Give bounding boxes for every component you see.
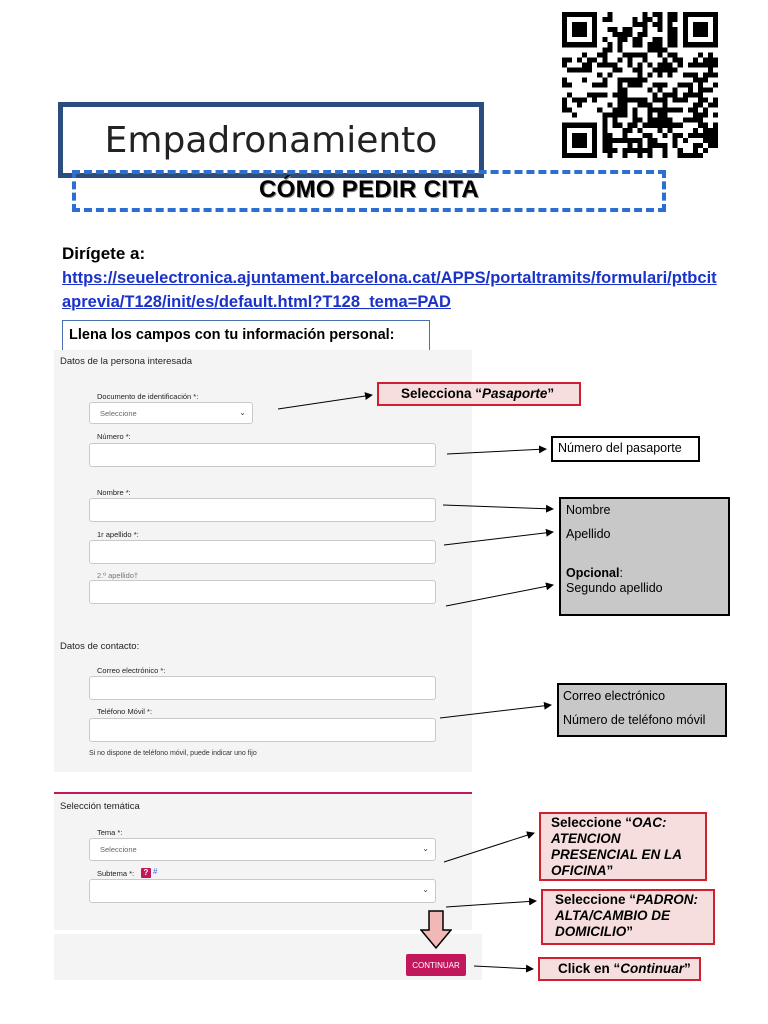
numero-label: Número *: xyxy=(97,432,131,441)
callout-numero-text: Número del pasaporte xyxy=(558,441,682,455)
chevron-down-icon: ⌄ xyxy=(422,885,429,894)
dirigete-label: Dirígete a: xyxy=(62,244,146,263)
tema-label: Tema *: xyxy=(97,828,123,837)
callout-oac-post: ” xyxy=(606,863,614,878)
section-topic-title: Selección temática xyxy=(60,801,140,812)
tema-select-value: Seleccione xyxy=(100,845,137,854)
section-personal-title: Datos de la persona interesada xyxy=(60,356,193,367)
section-contact-title: Datos de contacto: xyxy=(60,641,140,652)
arrow-pasaporte xyxy=(278,395,372,409)
page-title: Empadronamiento xyxy=(104,119,438,161)
callout-padron-em: PADRON: ALTA/CAMBIO DE DOMICILIO xyxy=(555,892,699,939)
apellido2-label: 2.º apellido† xyxy=(97,571,139,580)
arrow-padron xyxy=(446,901,536,907)
callout-click-pre: Click en “ xyxy=(558,961,621,976)
chevron-down-icon: ⌄ xyxy=(422,844,429,853)
arrow-nombre xyxy=(443,505,553,509)
callout-padron-pre: Seleccione “ xyxy=(555,892,637,907)
arrow-numero xyxy=(447,449,546,454)
continuar-button[interactable]: CONTINUAR xyxy=(406,954,466,976)
apellido1-label: 1r apellido *: xyxy=(97,530,139,539)
instructions-text: Llena los campos con tu información personal: xyxy=(69,327,395,343)
callout-opcional-colon: : xyxy=(619,566,623,580)
hash-link[interactable]: # xyxy=(153,867,158,876)
callout-pasaporte-em: Pasaporte xyxy=(482,386,548,401)
callout-telefono: Número de teléfono móvil xyxy=(563,713,706,727)
callout-opcional-label: Opcional xyxy=(566,566,620,580)
arrow-segundo xyxy=(446,585,553,606)
callout-click-post: ” xyxy=(684,961,691,976)
appointment-link[interactable]: https://seuelectronica.ajuntament.barcelona.cat/APPS/portaltramits/formulari/ptbcitaprevia/T128/init/es/default.html?T128_tema=PAD xyxy=(62,269,717,311)
callout-segundo: Segundo apellido xyxy=(566,581,663,595)
callout-padron-post: ” xyxy=(626,924,633,939)
callout-pasaporte-post: ” xyxy=(547,386,555,401)
arrow-apellido xyxy=(444,532,553,545)
help-icon[interactable]: ? xyxy=(141,868,151,878)
callout-pasaporte-pre: Selecciona “ xyxy=(401,386,483,401)
callout-apellido: Apellido xyxy=(566,527,611,541)
callout-nombre: Nombre xyxy=(566,503,611,517)
subtitle: CÓMO PEDIR CITA xyxy=(258,176,480,203)
telefono-label: Teléfono Móvil *: xyxy=(97,707,153,716)
callout-oac-em: OAC: ATENCION PRESENCIAL EN LA OFICINA xyxy=(551,815,682,878)
chevron-down-icon: ⌄ xyxy=(239,408,246,417)
callout-correo: Correo electrónico xyxy=(563,689,666,703)
doc-label: Documento de identificación *: xyxy=(97,392,199,401)
correo-label: Correo electrónico *: xyxy=(97,666,166,675)
callout-click-em: Continuar xyxy=(620,961,685,976)
arrow-continuar xyxy=(474,966,533,969)
arrow-telefono xyxy=(440,705,551,718)
telefono-note: Si no dispone de teléfono móvil, puede indicar uno fijo xyxy=(89,750,257,757)
callout-oac-pre: Seleccione “ xyxy=(551,815,633,830)
arrow-oac xyxy=(444,833,534,862)
subtema-label: Subtema *: xyxy=(97,869,135,878)
nombre-label: Nombre *: xyxy=(97,488,131,497)
doc-select-value: Seleccione xyxy=(100,409,137,418)
